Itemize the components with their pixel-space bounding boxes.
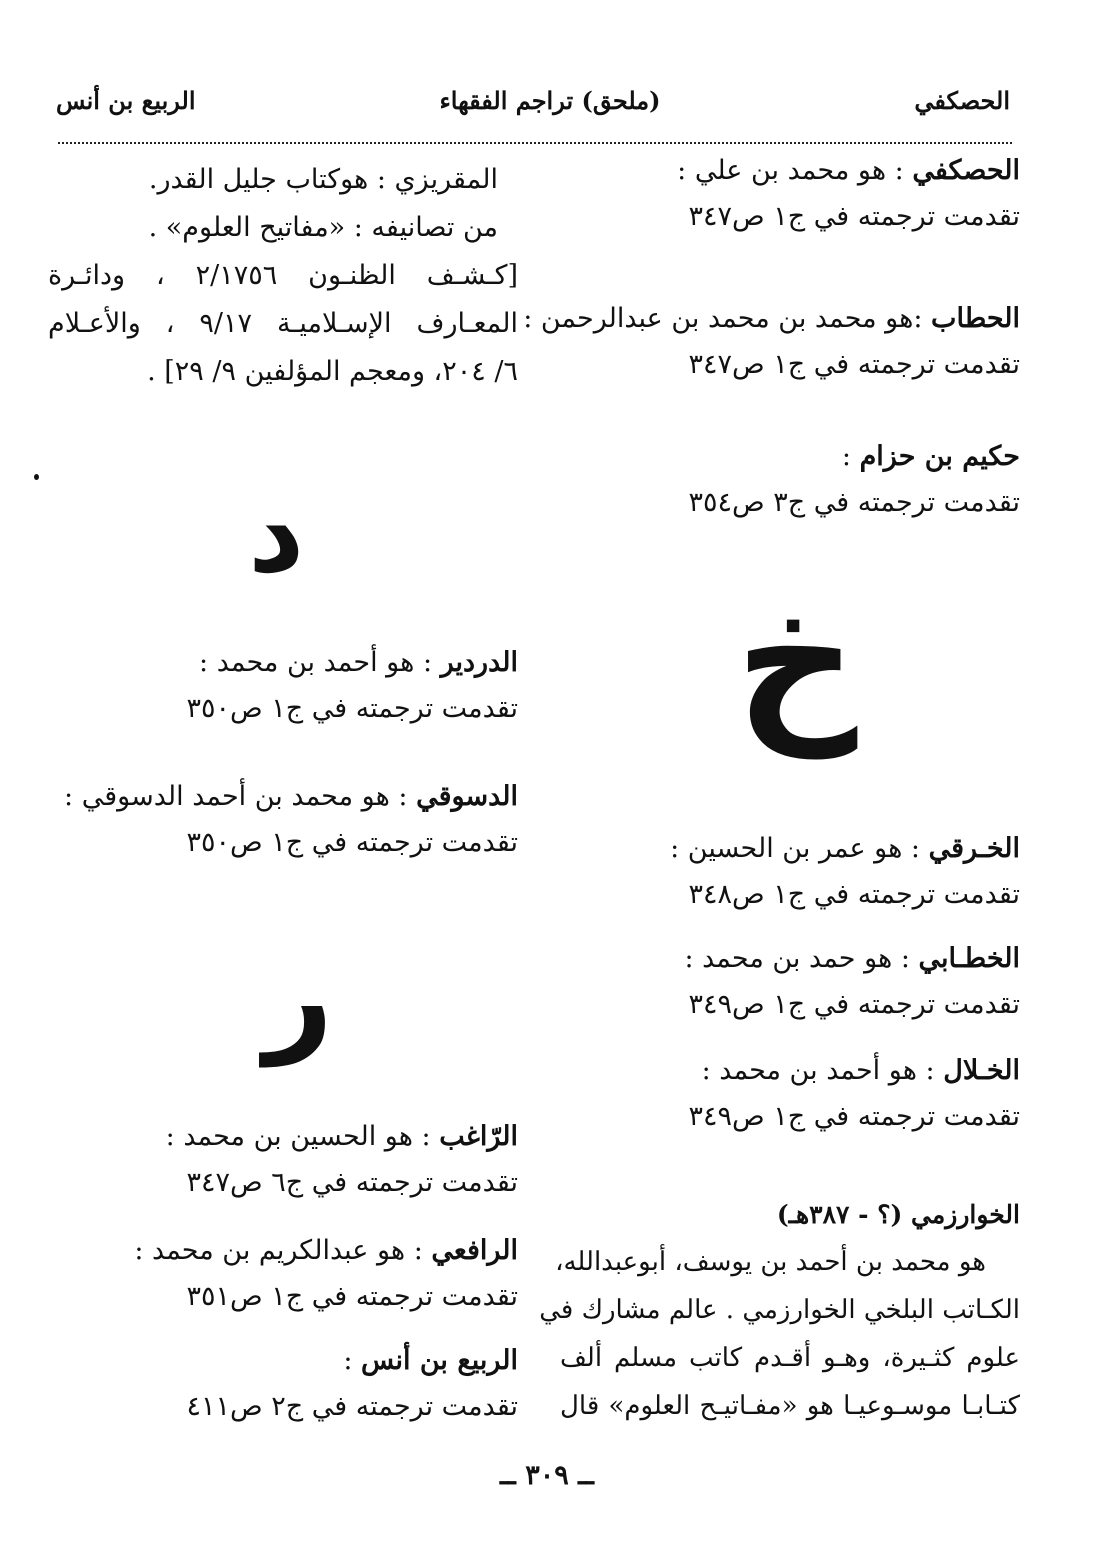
entry-name: الحطاب bbox=[931, 303, 1020, 334]
running-header-left: الربيع بن أنس bbox=[56, 86, 196, 115]
entry-ref: تقدمت ترجمته في ج١ ص٣٤٨ bbox=[688, 879, 1020, 910]
entry-name: الخطـابي bbox=[918, 943, 1020, 974]
entry-desc: : هو حمد بن محمد : bbox=[684, 943, 919, 974]
entry-desc: : هو أحمد بن محمد : bbox=[701, 1055, 944, 1086]
entry-khiraqi bbox=[560, 826, 1020, 918]
section-letter-dal: د bbox=[248, 469, 305, 597]
entry-ref: تقدمت ترجمته في ج١ ص٣٤٩ bbox=[688, 989, 1020, 1020]
entry-desc: : bbox=[343, 1345, 362, 1376]
left-column bbox=[48, 0, 518, 1563]
entry-raghib bbox=[48, 1114, 518, 1206]
entry-ref: تقدمت ترجمته في ج١ ص٣٤٩ bbox=[688, 1101, 1020, 1132]
entry-desc: : هو عبدالكريم بن محمد : bbox=[134, 1235, 432, 1266]
entry-hakim bbox=[560, 434, 1020, 526]
section-letter-ra: ر bbox=[264, 928, 334, 1067]
entry-desc: : هو الحسين بن محمد : bbox=[165, 1121, 440, 1152]
entry-name: الدردير bbox=[440, 647, 518, 678]
body-line: الكـاتب البلخي الخوارزمي . عالم مشارك في bbox=[539, 1295, 1020, 1325]
entry-khattabi bbox=[560, 936, 1020, 1028]
entry-desc: : bbox=[841, 441, 860, 472]
body-line: المعـارف الإسـلاميـة ٩/١٧ ، والأعـلام bbox=[48, 308, 519, 339]
entry-name: الخـلال bbox=[943, 1055, 1020, 1086]
body-line: [كـشـف الظنـون ٢/١٧٥٦ ، ودائـرة bbox=[48, 260, 518, 291]
entry-rabi bbox=[48, 1338, 518, 1430]
entry-rafii bbox=[48, 1228, 518, 1320]
entry-ref: تقدمت ترجمته في ج١ ص٣٥١ bbox=[186, 1281, 518, 1312]
scan-speck bbox=[34, 474, 39, 480]
entry-ref: تقدمت ترجمته في ج١ ص٣٥٠ bbox=[186, 827, 518, 858]
page-number: ــ ٣٠٩ ــ bbox=[500, 1460, 594, 1491]
entry-name: الحصكفي bbox=[912, 155, 1020, 186]
entry-khwarizmi-title: الخوارزمي (؟ - ٣٨٧هـ) bbox=[776, 1200, 1020, 1229]
body-line: ٦/ ٢٠٤، ومعجم المؤلفين ٩/ ٢٩] . bbox=[147, 356, 518, 387]
entry-haskafi bbox=[560, 148, 1020, 240]
entry-ref: تقدمت ترجمته في ج٢ ص٤١١ bbox=[186, 1391, 518, 1422]
entry-hattab bbox=[523, 296, 1020, 388]
entry-khallal bbox=[560, 1048, 1020, 1140]
entry-ref: تقدمت ترجمته في ج١ ص٣٤٧ bbox=[688, 201, 1020, 232]
entry-ref: تقدمت ترجمته في ج١ ص٣٤٧ bbox=[688, 349, 1020, 380]
entry-dardir bbox=[48, 640, 518, 732]
continuation-text bbox=[48, 156, 518, 396]
body-line: المقريزي : هوكتاب جليل القدر. bbox=[148, 164, 498, 195]
body-line: كتـابـا موسـوعيـا هو «مفـاتيـح العلوم» قال bbox=[560, 1391, 1020, 1421]
entry-desc: : هو محمد بن علي : bbox=[677, 155, 913, 186]
entry-desc: :هو محمد بن محمد بن عبدالرحمن : bbox=[523, 303, 932, 334]
entry-desc: : هو أحمد بن محمد : bbox=[199, 647, 441, 678]
section-letter-kha: خ bbox=[735, 561, 858, 759]
body-line: هو محمد بن أحمد بن يوسف، أبوعبدالله، bbox=[555, 1247, 986, 1277]
body-line: علوم كثـيرة، وهـو أقـدم كاتب مسلم ألف bbox=[560, 1343, 1020, 1373]
body-line: من تصانيفه : «مفاتيح العلوم» . bbox=[148, 212, 498, 243]
entry-name: الخـرقي bbox=[928, 833, 1020, 864]
entry-name: الربيع بن أنس bbox=[361, 1345, 518, 1376]
entry-ref: تقدمت ترجمته في ج٦ ص٣٤٧ bbox=[186, 1167, 518, 1198]
entry-name: الرافعي bbox=[431, 1235, 518, 1266]
entry-name: حكيم بن حزام bbox=[859, 441, 1020, 472]
running-header-right: الحصكفي bbox=[914, 86, 1010, 115]
entry-desc: : هو عمر بن الحسين : bbox=[670, 833, 929, 864]
entry-name: الدسوقي bbox=[416, 781, 518, 812]
entry-ref: تقدمت ترجمته في ج١ ص٣٥٠ bbox=[186, 693, 518, 724]
entry-name: الرّاغب bbox=[439, 1121, 518, 1152]
entry-khwarizmi-body bbox=[539, 1238, 1020, 1430]
entry-dasuqi bbox=[48, 774, 518, 866]
entry-desc: : هو محمد بن أحمد الدسوقي : bbox=[64, 781, 417, 812]
entry-ref: تقدمت ترجمته في ج٣ ص٣٥٤ bbox=[688, 487, 1020, 518]
running-header-center: (ملحق) تراجم الفقهاء bbox=[439, 86, 661, 115]
